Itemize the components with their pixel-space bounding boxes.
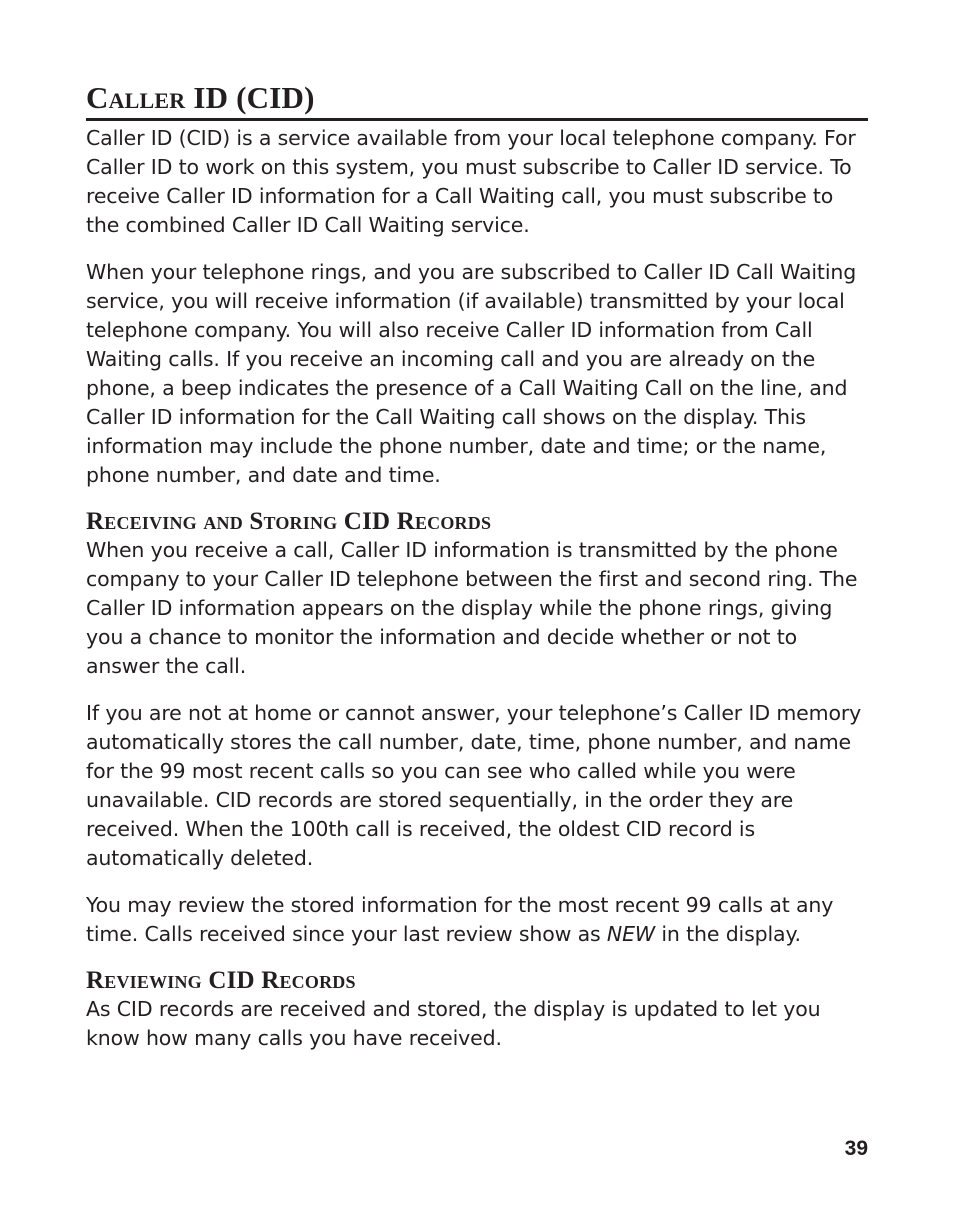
intro-paragraph-2: When your telephone rings, and you are subscribed to Caller ID Call Waiting service, you will receive information (if available) transmitted by your local telephone company. You will also receive Caller ID information from Call Waiting calls. If you receive an incoming call and you are already on the phone, a beep indicates the presence of a Call Waiting Call on the line, and Caller ID information for the Call Waiting call shows on the display. This information may include the phone number, date and time; or the name, phone number, and date and time. (86, 260, 857, 487)
page-title: Caller ID (CID) (86, 80, 868, 121)
receiving-paragraph-2: If you are not at home or cannot answer, your telephone’s Caller ID memory automatically stores the call number, date, time, phone number, and name for the 99 most recent calls so you can see who called while you were unavailable. CID records are stored sequentially, in the order they are received. When the 100th call is received, the oldest CID record is automatically deleted. (86, 701, 862, 870)
receiving-paragraph-1: When you receive a call, Caller ID information is transmitted by the phone company to your Caller ID telephone between the first and second ring. The Caller ID information appears on the display while the phone rings, giving you a chance to monitor the information and decide whether or not to answer the call. (86, 538, 858, 678)
receiving-paragraph-3-text-a: You may review the stored information for the most recent 99 calls at any time. Calls received since your last review show as (86, 893, 834, 946)
receiving-paragraph-3 (86, 891, 868, 949)
reviewing-paragraph-1: As CID records are received and stored, the display is updated to let you know how many calls you have received. (86, 997, 821, 1050)
section-heading-receiving: Receiving and Storing CID Records (86, 508, 492, 535)
page-number: 39 (844, 1137, 868, 1160)
receiving-paragraph-3-text-b: in the display. (655, 922, 801, 946)
intro-paragraph-1: Caller ID (CID) is a service available from your local telephone company. For Caller ID to work on this system, you must subscribe to Caller ID service. To receive Caller ID information for a Call Waiting call, you must subscribe to the combined Caller ID Call Waiting service. (86, 126, 856, 237)
new-indicator-text: NEW (606, 922, 656, 946)
section-heading-reviewing: Reviewing CID Records (86, 967, 356, 994)
page-content (86, 80, 868, 1053)
